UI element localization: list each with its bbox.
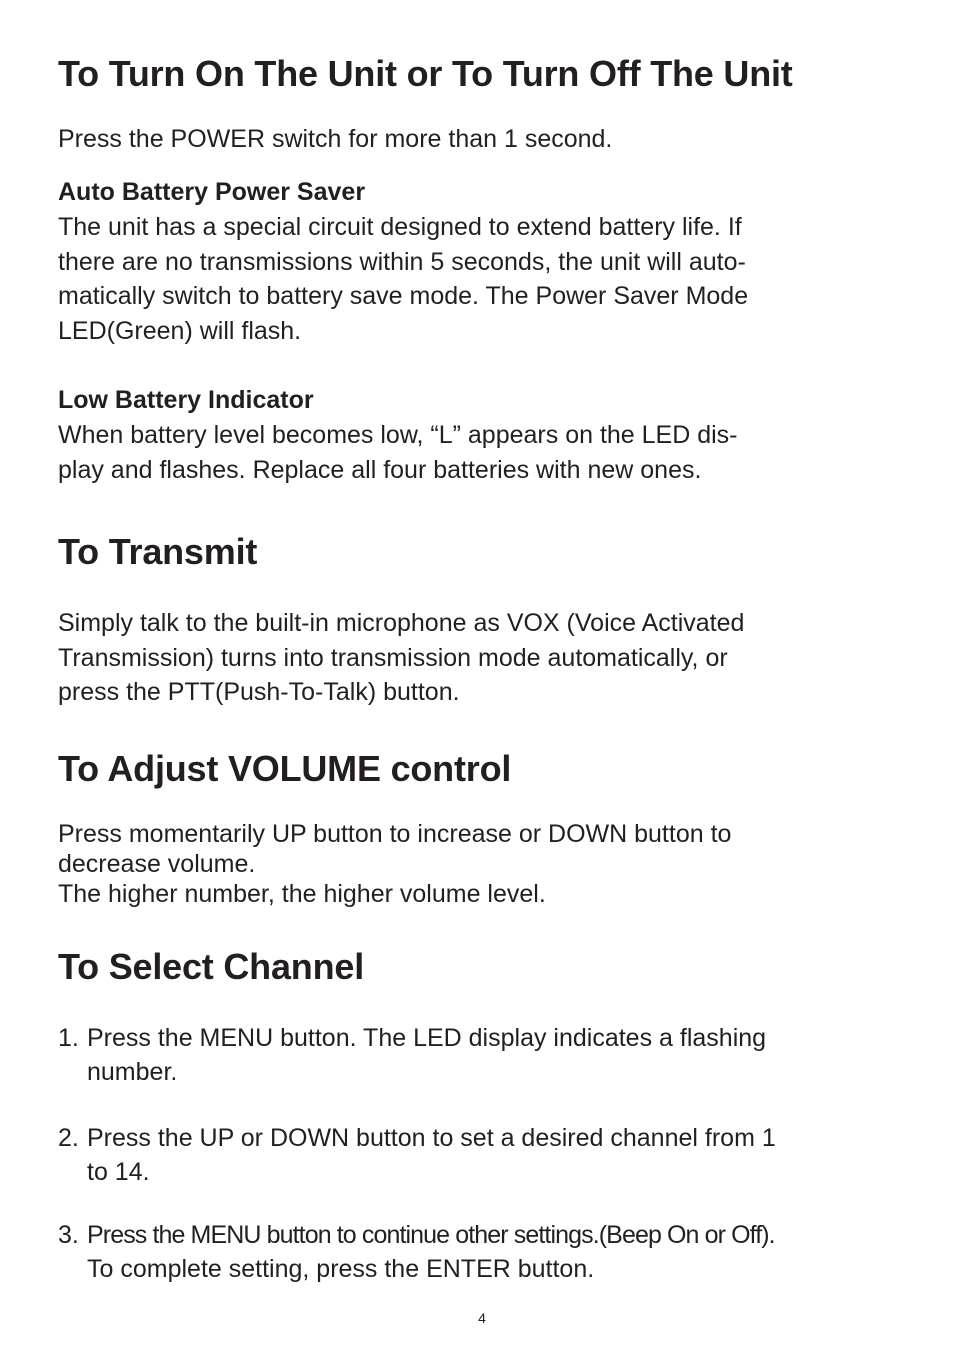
low-battery-heading: Low Battery Indicator xyxy=(58,386,314,414)
paragraph-line: LED(Green) will flash. xyxy=(58,316,302,345)
step-line: to 14. xyxy=(87,1158,150,1186)
low-battery-paragraph xyxy=(58,418,888,487)
step-number: 3. xyxy=(58,1221,79,1249)
paragraph-line: The unit has a special circuit designed to extend battery life. If xyxy=(58,213,742,241)
step-line: To complete setting, press the ENTER button. xyxy=(87,1255,595,1283)
power-instruction: Press the POWER switch for more than 1 second. xyxy=(58,125,613,153)
paragraph-line: When battery level becomes low, “L” appears on the LED dis- xyxy=(58,421,738,449)
page-number: 4 xyxy=(478,1310,486,1326)
paragraph-line: press the PTT(Push-To-Talk) button. xyxy=(58,678,460,706)
step-text xyxy=(87,1021,766,1089)
paragraph-line: matically switch to battery save mode. The Power Saver Mode xyxy=(58,282,749,310)
paragraph-line: Transmission) turns into transmission mode automatically, or xyxy=(58,643,728,672)
transmit-paragraph xyxy=(58,606,888,710)
paragraph-line: Press momentarily UP button to increase or DOWN button to xyxy=(58,820,732,848)
step-number: 1. xyxy=(58,1024,79,1052)
channel-section-heading: To Select Channel xyxy=(58,946,364,987)
step-text xyxy=(87,1218,775,1286)
auto-battery-heading: Auto Battery Power Saver xyxy=(58,178,366,206)
step-number: 2. xyxy=(58,1124,79,1152)
step-line: Press the UP or DOWN button to set a desired channel from 1 xyxy=(87,1124,776,1152)
auto-battery-paragraph xyxy=(58,210,888,348)
paragraph-line: decrease volume. xyxy=(58,850,256,878)
transmit-section-heading: To Transmit xyxy=(58,531,258,572)
volume-section-heading: To Adjust VOLUME control xyxy=(58,748,512,789)
paragraph-line: The higher number, the higher volume level. xyxy=(58,880,546,908)
step-line: Press the MENU button to continue other settings.(Beep On or Off). xyxy=(87,1221,775,1249)
step-text xyxy=(87,1121,776,1189)
step-line: Press the MENU button. The LED display indicates a flashing xyxy=(87,1024,767,1052)
paragraph-line: Simply talk to the built-in microphone as VOX (Voice Activated xyxy=(58,609,745,637)
power-section-heading: To Turn On The Unit or To Turn Off The Unit xyxy=(58,53,793,94)
volume-paragraph xyxy=(58,819,888,909)
paragraph-line: play and flashes. Replace all four batteries with new ones. xyxy=(58,455,702,484)
step-line: number. xyxy=(87,1058,178,1086)
paragraph-line: there are no transmissions within 5 seconds, the unit will auto- xyxy=(58,247,746,276)
